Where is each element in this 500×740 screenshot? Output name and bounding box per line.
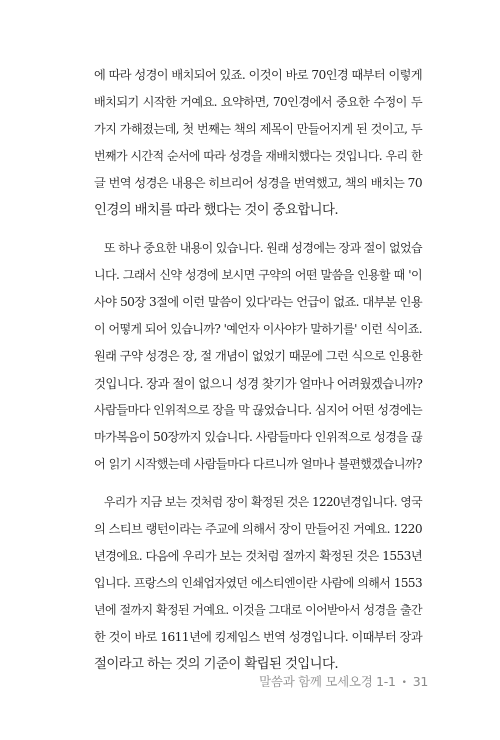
footer-separator: • xyxy=(401,678,407,688)
text-line: 년경에요. 다음에 우리가 보는 것처럼 절까지 확정된 것은 1553년 xyxy=(94,549,422,563)
text-line: 것입니다. 장과 절이 없으니 성경 찾기가 얼마나 어려웠겠습니까? xyxy=(94,376,423,391)
text-line: 니다. 그래서 신약 성경에 보시면 구약의 어떤 말씀을 인용할 때 '이 xyxy=(94,268,422,282)
text-line: 원래 구약 성경은 장, 절 개념이 없었기 때문에 그런 식으로 인용한 xyxy=(94,349,422,363)
text-line: 번째가 시간적 순서에 따라 성경을 재배치했다는 것입니다. 우리 한 xyxy=(94,149,422,163)
text-line: 에 따라 성경이 배치되어 있죠. 이것이 바로 70인경 때부터 이렇게 xyxy=(94,68,422,82)
text-line: 입니다. 프랑스의 인쇄업자였던 에스티엔이란 사람에 의해서 1553 xyxy=(94,576,422,590)
text-line: 배치되기 시작한 거예요. 요약하면, 70인경에서 중요한 수정이 두 xyxy=(94,95,422,109)
paragraph-1 xyxy=(94,62,422,224)
paragraph-3 xyxy=(94,489,422,678)
text-line: 이 어떻게 되어 있습니까? '예언자 이사야가 말하기를' 이런 식이죠. xyxy=(94,322,422,336)
page-number: 31 xyxy=(412,674,428,689)
text-line: 인경의 배치를 따라 했다는 것이 중요합니다. xyxy=(94,203,338,218)
text-line: 마가복음이 50장까지 있습니다. 사람들마다 인위적으로 성경을 끊 xyxy=(94,430,422,444)
running-title: 말씀과 함께 모세오경 1-1 xyxy=(259,674,396,689)
text-line: 가지 가해졌는데, 첫 번째는 책의 제목이 만들어지게 된 것이고, 두 xyxy=(94,122,422,136)
text-line: 우리가 지금 보는 것처럼 장이 확정된 것은 1220년경입니다. 영국 xyxy=(104,495,422,509)
text-line: 절이라고 하는 것의 기준이 확립된 것입니다. xyxy=(94,657,338,672)
page-footer xyxy=(0,672,428,690)
text-line: 의 스티브 랭턴이라는 주교에 의해서 장이 만들어진 거예요. 1220 xyxy=(94,522,422,536)
text-line: 사야 50장 3절에 이런 말씀이 있다'라는 언급이 없죠. 대부분 인용 xyxy=(94,295,422,309)
text-line: 글 번역 성경은 내용은 히브리어 성경을 번역했고, 책의 배치는 70 xyxy=(94,176,422,190)
text-line: 년에 절까지 확정된 거예요. 이것을 그대로 이어받아서 성경을 출간 xyxy=(94,603,422,617)
text-line: 또 하나 중요한 내용이 있습니다. 원래 성경에는 장과 절이 없었습 xyxy=(104,241,422,255)
text-line: 어 읽기 시작했는데 사람들마다 다르니까 얼마나 불편했겠습니까? xyxy=(94,457,422,471)
text-line: 사람들마다 인위적으로 장을 막 끊었습니다. 심지어 어떤 성경에는 xyxy=(94,403,422,417)
text-line: 한 것이 바로 1611년에 킹제임스 번역 성경입니다. 이때부터 장과 xyxy=(94,630,422,644)
paragraph-2 xyxy=(94,235,422,478)
